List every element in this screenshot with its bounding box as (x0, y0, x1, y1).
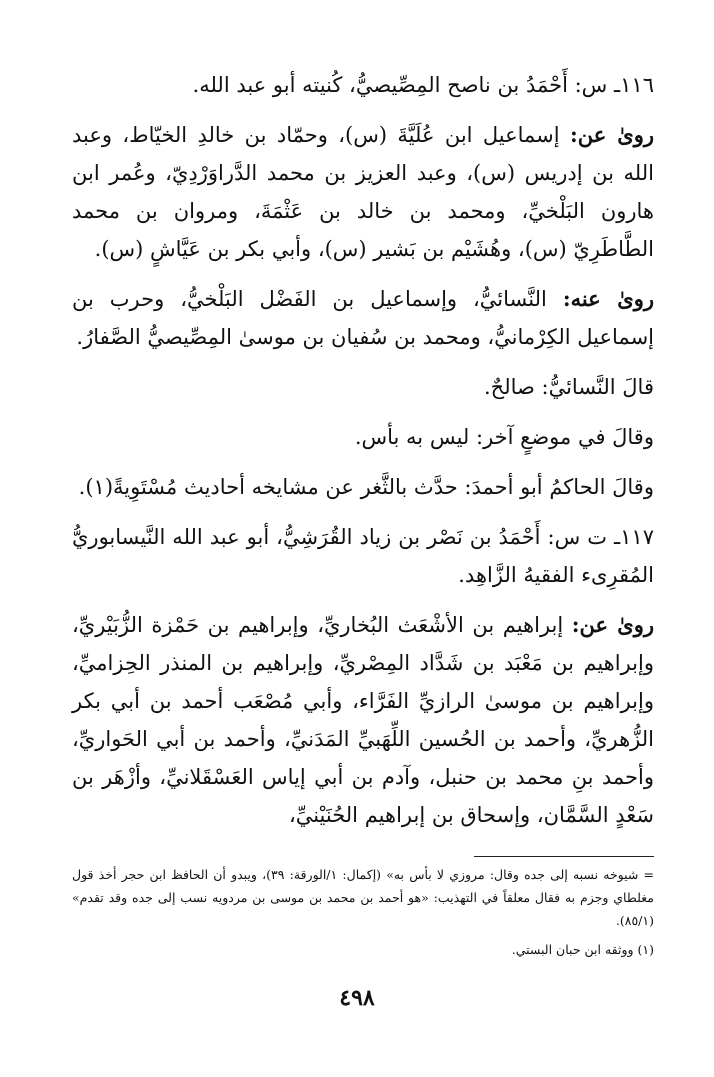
entry-116-quote-other-place: وقالَ في موضعٍ آخر: ليس به بأس. (354, 425, 654, 449)
entry-116-quote-nasai: قالَ النَّسائيُّ: صالحٌ. (483, 375, 654, 399)
narrated-by-text: النَّسائيُّ، وإسماعيل بن الفَضْل البَلْخيُّ، وحرب بن إسماعيل الكِرْمانيُّ، ومحمد بن سُفيان بن موسىٰ المِصِّيصيُّ الصَّفارُ. (72, 287, 654, 349)
entry-116-quote-hakim: وقالَ الحاكمُ أبو أحمدَ: حدَّث بالثَّغر عن مشايخه أحاديث مُسْتَوِيةً(١). (78, 475, 654, 499)
narrated-by-label: روىٰ عنه: (562, 286, 654, 311)
entry-117-narrated-from (72, 606, 654, 834)
entry-116-narrated-from (72, 116, 654, 268)
footnote-continued: = شيوخه نسبه إلى جده وقال: مروزي لا بأس به» (إكمال: ١/الورقة: ٣٩)، ويبدو أن الحافظ ابن حجر أخذ قول مغلطاي وجزم به فقال معلقاً في التهذيب: «هو أحمد بن محمد بن موسى بن مردويه نسب إلى جده وقد تقدم» (٨٥/١). (72, 867, 654, 928)
entry-116-heading: ١١٦ـ س: أَحْمَدُ بن ناصح المِصِّيصيُّ، كُنيته أبو عبد الله. (192, 73, 654, 97)
narrated-from-text: إبراهيم بن الأشْعَث البُخاريِّ، وإبراهيم بن حَمْزة الزُّبَيْريِّ، وإبراهيم بن مَعْبَد بن شَدَّاد المِصْريِّ، وإبراهيم بن المنذر الحِزاميِّ، وإبراهيم بن موسىٰ الرازيِّ الفَرَّاء، وأبي مُصْعَب أحمد بن أبي بكر الزُّهريِّ، وأحمد بن الحُسين اللِّهَبيِّ المَدَنيِّ، وأحمد بن أبي الحَواريِّ، وأحمد بنِ محمد بن حنبل، وآدم بن أبي إياس العَسْقَلانيِّ، وأزْهَر بن سَعْدٍ السَّمَّان، وإسحاق بن إبراهيم الحُنَيْنيِّ، (72, 613, 654, 827)
narrated-from-text: إسماعيل ابن عُلَيَّةَ (س)، وحمّاد بن خالدِ الخيّاط، وعبد الله بن إدريس (س)، وعبد العزيز بن محمد الدَّراوَرْدِيّ، وعُمر ابن هارون البَلْخيِّ، ومحمد بن خالد بن عَثْمَةَ، ومروان بن محمد الطَّاطَرِيّ (س)، وهُشَيْم بن بَشير (س)، وأبي بكر بن عَيَّاشٍ (س). (72, 123, 654, 261)
main-text (72, 66, 654, 846)
narrated-from-label: روىٰ عن: (569, 122, 654, 147)
footnotes (72, 856, 654, 961)
entry-116-narrated-by (72, 280, 654, 356)
entry-117-heading: ١١٧ـ ت س: أَحْمَدُ بن نَصْر بن زياد القُرَشِيُّ، أبو عبد الله النَّيسابوريُّ المُقرِىء الفقيهُ الزَّاهِد. (72, 525, 654, 587)
footnote-1: (١) ووثقه ابن حبان البستي. (511, 942, 654, 957)
narrated-from-label: روىٰ عن: (571, 612, 654, 637)
page-number: ٤٩٨ (339, 985, 375, 1011)
footnote-divider (474, 856, 654, 857)
